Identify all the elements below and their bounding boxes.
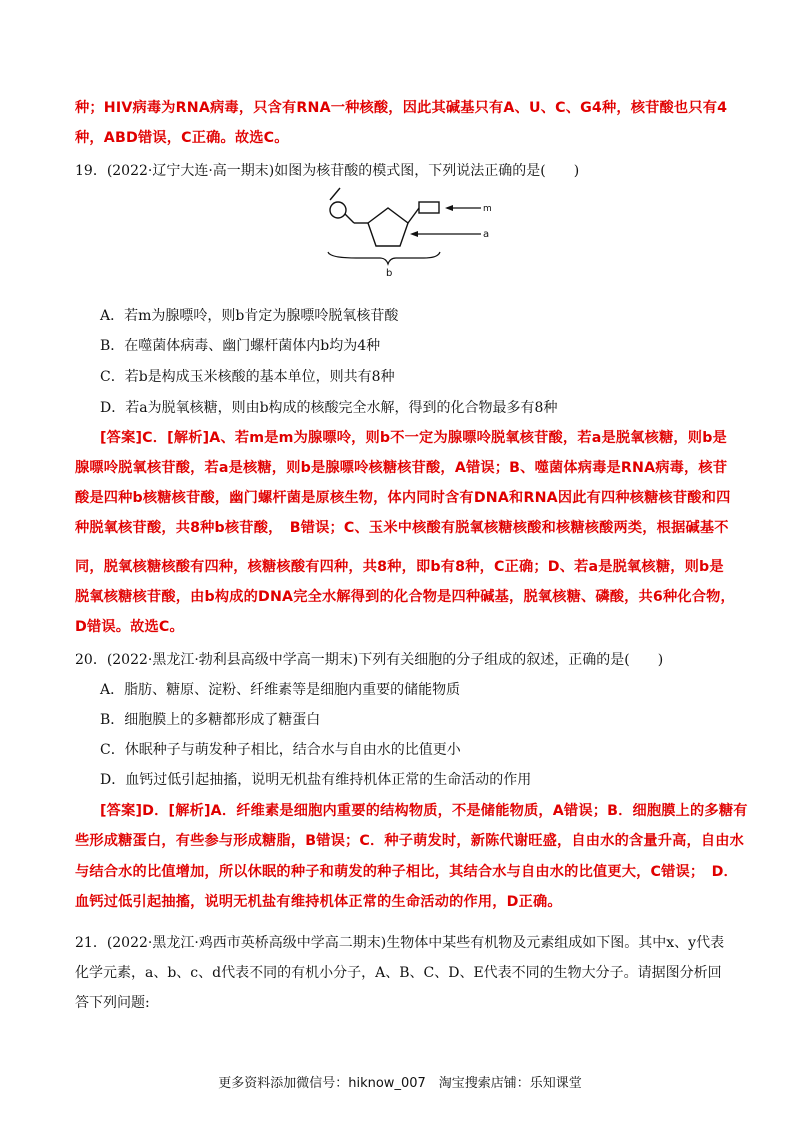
q19-option-a: A．若m为腺嘌呤，则b肯定为腺嘌呤脱氧核苷酸 bbox=[100, 308, 399, 324]
q19-answer-line-4: 种脱氧核苷酸，共8种b核苷酸， B错误；C、玉米中核酸有脱氧核糖核酸和核糖核酸两类，根据碱基不 bbox=[75, 520, 729, 536]
pentose-sugar bbox=[368, 208, 408, 246]
brace-b bbox=[328, 252, 440, 264]
page-footer: 更多资料添加微信号：hiknow_007 淘宝搜索店铺：乐知课堂 bbox=[218, 1076, 582, 1091]
q19-answer-line-1: [答案]C．[解析]A、若m是m为腺嘌呤，则b不一定为腺嘌呤脱氧核苷酸，若a是脱氧核糖，则b是 bbox=[100, 430, 727, 446]
q21-line-3: 答下列问题: bbox=[75, 995, 150, 1011]
q20-option-c: C．休眠种子与萌发种子相比，结合水与自由水的比值更小 bbox=[100, 742, 461, 758]
arrow-m-head bbox=[445, 205, 453, 211]
q19-answer-line-7: D错误。故选C。 bbox=[75, 619, 184, 635]
intro-answer-line-1: 种；HIV病毒为RNA病毒，只含有RNA一种核酸，因此其碱基只有A、U、C、G4种，核苷酸也只有4 bbox=[75, 100, 728, 116]
q19-stem: 19．(2022·辽宁大连·高一期末)如图为核苷酸的模式图，下列说法正确的是( ) bbox=[75, 163, 580, 179]
q19-option-d: D．若a为脱氧核糖，则由b构成的核酸完全水解，得到的化合物最多有8种 bbox=[100, 400, 558, 416]
q21-line-1: 21．(2022·黑龙江·鸡西市英桥高级中学高二期末)生物体中某些有机物及元素组成如下图。其中x、y代表 bbox=[75, 935, 725, 951]
label-m: m bbox=[483, 204, 492, 214]
q20-answer-line-1: [答案]D．[解析]A．纤维素是细胞内重要的结构物质，不是储能物质，A错误；B．细胞膜上的多糖有 bbox=[100, 803, 748, 819]
q20-answer-line-3: 与结合水的比值增加，所以休眠的种子和萌发的种子相比，其结合水与自由水的比值更大，C错误； D． bbox=[75, 864, 738, 880]
q20-stem: 20．(2022·黑龙江·勃利县高级中学高一期末)下列有关细胞的分子组成的叙述，正确的是( ) bbox=[75, 652, 664, 668]
q20-option-a: A．脂肪、糖原、淀粉、纤维素等是细胞内重要的储能物质 bbox=[100, 682, 461, 698]
q19-option-c: C．若b是构成玉米核酸的基本单位，则共有8种 bbox=[100, 369, 395, 385]
q19-answer-line-3: 酸是四种b核糖核苷酸，幽门螺杆菌是原核生物，体内同时含有DNA和RNA因此有四种核糖核苷酸和四 bbox=[75, 490, 731, 506]
q20-option-d: D．血钙过低引起抽搐，说明无机盐有维持机体正常的生命活动的作用 bbox=[100, 772, 532, 788]
q20-answer-line-2: 些形成糖蛋白，有些参与形成糖脂，B错误；C．种子萌发时，新陈代谢旺盛，自由水的含量升高，自由水 bbox=[75, 833, 745, 849]
q20-option-b: B．细胞膜上的多糖都形成了糖蛋白 bbox=[100, 712, 321, 728]
arrow-a-head bbox=[410, 231, 418, 237]
q19-answer-line-5: 同，脱氧核糖核酸有四种，核糖核酸有四种，共8种，即b有8种，C正确；D、若a是脱氧核糖，则b是 bbox=[75, 559, 724, 575]
intro-answer-line-2: 种，ABD错误，C正确。故选C。 bbox=[75, 130, 289, 146]
phosphate-circle bbox=[330, 202, 346, 218]
q21-line-2: 化学元素，a、b、c、d代表不同的有机小分子，A、B、C、D、E代表不同的生物大分子。请据图分析回 bbox=[75, 965, 722, 981]
nucleotide-diagram bbox=[320, 186, 500, 278]
label-a: a bbox=[483, 229, 490, 240]
phosphate-sugar-bond bbox=[345, 214, 354, 223]
q19-option-b: B．在噬菌体病毒、幽门螺杆菌体内b均为4种 bbox=[100, 338, 381, 354]
q19-answer-line-6: 脱氧核糖核苷酸，由b构成的DNA完全水解得到的化合物是四种碱基，脱氧核糖、磷酸，共6种化合物， bbox=[75, 589, 735, 605]
base-rectangle bbox=[419, 202, 439, 213]
label-b: b bbox=[386, 268, 393, 278]
phosphate-tail bbox=[330, 188, 340, 200]
sugar-base-bond bbox=[408, 208, 419, 223]
q19-answer-line-2: 腺嘌呤脱氧核苷酸，若a是核糖，则b是腺嘌呤核糖核苷酸，A错误；B、噬菌体病毒是RNA病毒，核苷 bbox=[75, 460, 728, 476]
q20-answer-line-4: 血钙过低引起抽搐，说明无机盐有维持机体正常的生命活动的作用，D正确。 bbox=[75, 894, 562, 910]
